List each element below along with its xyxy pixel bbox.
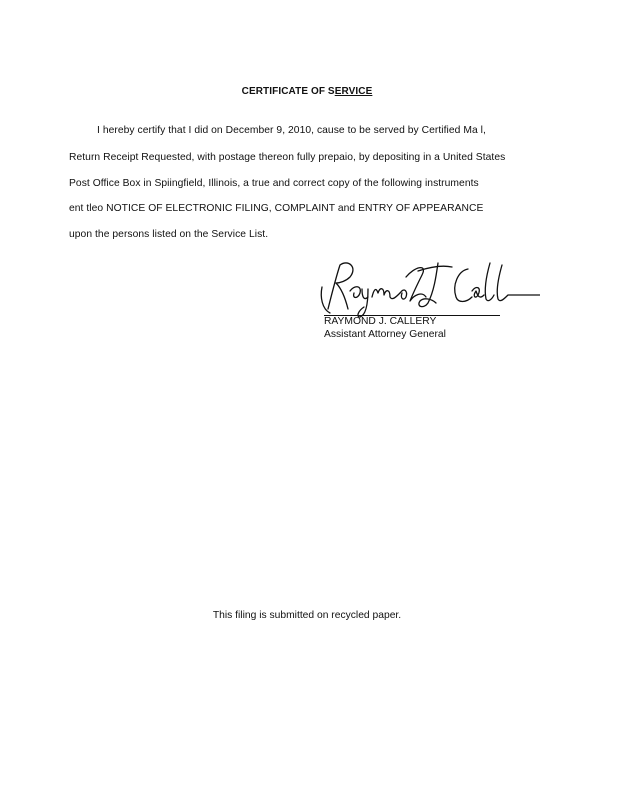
signer-title: Assistant Attorney General — [324, 329, 446, 340]
body-line-2: Return Receipt Requested, with postage thereon fully prepaio, by depositing in a United States — [69, 152, 506, 163]
title-part-1: CERTIFICATE OF S — [241, 86, 335, 97]
body-line-1: I hereby certify that I did on December 9, 2010, cause to be served by Certified Ma l, — [97, 125, 486, 136]
body-line-4: ent tleo NOTICE OF ELECTRONIC FILING, COMPLAINT and ENTRY OF APPEARANCE — [69, 203, 484, 214]
document-title — [0, 86, 614, 97]
title-part-2-underlined: ERVICE — [334, 86, 373, 97]
recycled-paper-note: This filing is submitted on recycled paper. — [212, 610, 402, 621]
body-line-5: upon the persons listed on the Service List. — [69, 229, 269, 240]
signer-name: RAYMOND J. CALLERY — [324, 316, 437, 327]
handwritten-signature — [318, 257, 540, 319]
body-line-3: Post Office Box in Spiingfield, Illinois, a true and correct copy of the following instruments — [69, 178, 479, 189]
